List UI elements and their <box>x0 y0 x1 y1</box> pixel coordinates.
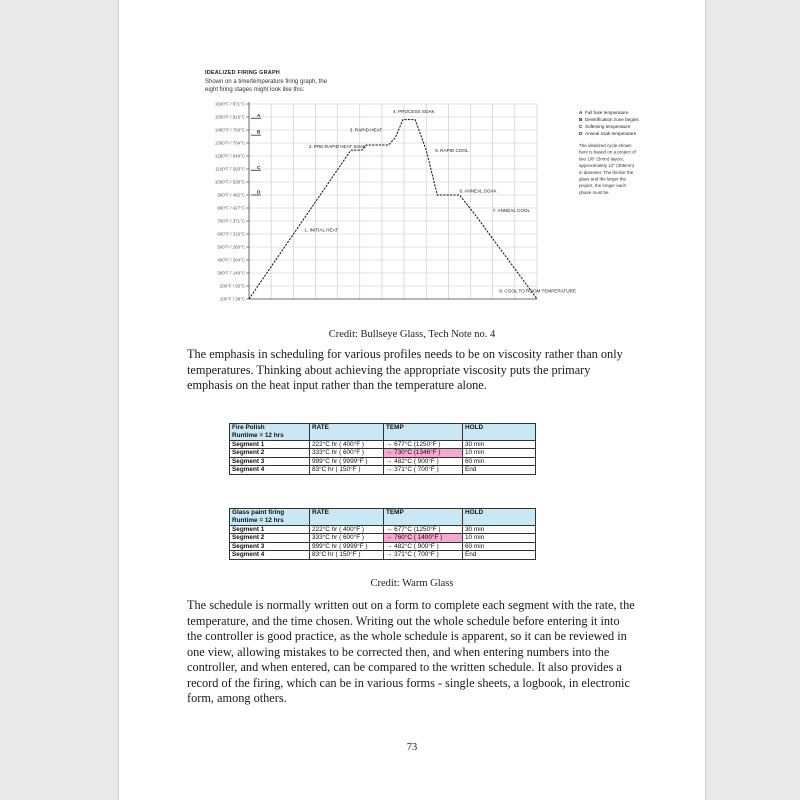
rate-header: RATE <box>310 509 384 526</box>
firing-graph <box>119 0 705 330</box>
temp-header: TEMP <box>384 424 463 441</box>
schedule-name: Glass paint firing <box>232 509 285 516</box>
temp-cell-highlighted: → 730°C (1346°F ) <box>384 449 463 457</box>
document-page <box>118 0 706 800</box>
y-tick-label: 1000°F / 538°C <box>214 179 245 185</box>
temp-cell: → 677°C (1250°F ) <box>384 526 463 534</box>
y-tick-label: 1600°F / 871°C <box>214 101 245 107</box>
y-tick-label: 1400°F / 760°C <box>214 127 245 133</box>
table-row <box>230 526 536 534</box>
rate-cell: 83°C hr ( 150°F ) <box>310 466 384 474</box>
marker-letter: A <box>257 113 261 119</box>
y-tick-label: 1300°F / 704°C <box>214 140 245 146</box>
y-tick-label: 1100°F / 593°C <box>215 166 245 172</box>
schedule-runtime: Runtime = 12 hrs <box>232 516 284 524</box>
temp-cell-highlighted: → 760°C ( 1400°F ) <box>384 534 463 542</box>
rate-cell: 999°C hr ( 9999°F ) <box>310 457 384 465</box>
segment-cell: Segment 3 <box>230 457 310 465</box>
table-row <box>230 466 536 474</box>
table-row <box>230 441 536 449</box>
tables-credit-caption: Credit: Warm Glass <box>370 578 454 589</box>
hold-cell: End <box>463 466 536 474</box>
table-row <box>230 534 536 542</box>
y-tick-label: 600°F / 316°C <box>217 231 245 237</box>
y-tick-label: 1200°F / 649°C <box>214 153 245 159</box>
y-tick-label: 700°F / 371°C <box>217 218 245 224</box>
stage-label: 5. RAPID COOL <box>435 148 469 154</box>
rate-cell: 83°C hr ( 150°F ) <box>310 551 384 559</box>
temp-header: TEMP <box>384 509 463 526</box>
marker-letter: D <box>257 190 261 196</box>
legend-letter: C <box>579 125 583 130</box>
hold-cell: 10 min <box>463 534 536 542</box>
hold-cell: End <box>463 551 536 559</box>
hold-cell: 60 min <box>463 542 536 550</box>
segment-cell: Segment 4 <box>230 466 310 474</box>
figure-note-line: glass and the larger the <box>579 176 627 182</box>
temp-cell: → 482°C ( 900°F ) <box>384 542 463 550</box>
temp-cell: → 371°C ( 700°F ) <box>384 466 463 474</box>
schedule-name: Fire Polish <box>232 424 265 431</box>
figure-note-line: two 1/8" (3mm) layers, <box>579 156 624 162</box>
stage-label: 7. ANNEAL COOL <box>492 207 531 213</box>
figure-note-line: project, the longer each <box>579 183 627 189</box>
figure-note-line: here is based on a project of <box>579 149 636 155</box>
table-row <box>230 551 536 559</box>
table-row <box>230 542 536 550</box>
stage-label: 1. INITIAL HEAT <box>304 227 339 233</box>
legend-text: Devitrification zone begins <box>585 117 639 122</box>
segment-cell: Segment 3 <box>230 542 310 550</box>
table-row <box>230 449 536 457</box>
stage-label: 4. PROCESS SOAK <box>393 109 435 115</box>
stage-label: 8. COOL TO ROOM TEMPERATURE <box>499 288 576 294</box>
legend-letter: D <box>579 132 583 137</box>
legend-letter: A <box>579 111 583 116</box>
rate-header: RATE <box>310 424 384 441</box>
marker-letter: B <box>257 130 261 136</box>
hold-header: HOLD <box>463 509 536 526</box>
rate-cell: 999°C hr ( 9999°F ) <box>310 542 384 550</box>
hold-cell: 30 min <box>463 441 536 449</box>
hold-header: HOLD <box>463 424 536 441</box>
hold-cell: 60 min <box>463 457 536 465</box>
marker-letter: C <box>257 165 261 171</box>
schedule-runtime: Runtime = 12 hrs <box>232 431 284 439</box>
table-header-row <box>230 424 536 441</box>
table-row <box>230 457 536 465</box>
stage-label: 2. PRE-RAPID HEAT SOAK <box>308 144 367 150</box>
paragraph-viscosity: The emphasis in scheduling for various profiles needs to be on viscosity rather than only temperatures. Thinking about achieving the appropriate viscosity puts the primary emphasis on the heat input rather than the temperature alone. <box>187 347 623 392</box>
figure-note-line: in diameter. The thicker the <box>579 169 634 175</box>
figure-note-line: approximately 12" (305mm) <box>579 163 635 169</box>
fire-polish-table <box>229 423 536 475</box>
rate-cell: 333°C hr ( 600°F ) <box>310 449 384 457</box>
stage-label: 3. RAPID HEAT <box>349 127 383 133</box>
y-tick-label: 1500°F / 816°C <box>214 114 245 120</box>
rate-cell: 222°C hr ( 400°F ) <box>310 441 384 449</box>
legend-text: Anneal soak temperature <box>585 131 637 136</box>
y-tick-label: 800°F / 427°C <box>217 205 245 211</box>
temp-cell: → 677°C (1250°F ) <box>384 441 463 449</box>
glass-paint-firing-table <box>229 508 536 560</box>
temp-cell: → 482°C ( 900°F ) <box>384 457 463 465</box>
legend-text: Full fuse temperature <box>585 110 629 115</box>
y-tick-label: 900°F / 482°C <box>217 192 245 198</box>
segment-cell: Segment 4 <box>230 551 310 559</box>
figure-title: IDEALIZED FIRING GRAPH <box>205 70 280 76</box>
legend-letter: B <box>579 118 583 123</box>
y-tick-label: 100°F / 38°C <box>219 296 245 302</box>
figure-note-line: The idealized cycle shown <box>579 143 632 148</box>
figure-note-line: phase must be. <box>579 189 610 195</box>
y-tick-label: 400°F / 204°C <box>217 257 245 263</box>
y-tick-label: 500°F / 260°C <box>217 244 245 250</box>
y-tick-label: 300°F / 149°C <box>217 270 245 276</box>
hold-cell: 10 min <box>463 449 536 457</box>
paragraph-schedule: The schedule is normally written out on a form to complete each segment with the rate, the temperature, and the time chosen. Writing out the whole schedule before entering it into the controller is good practice, as the whole schedule is apparent, so it can be reviewed in one view, allowing mistakes to be corrected then, and when entering numbers into the controller, and when entered, can be compared to the written schedule. It also provides a record of the firing, which can be in various forms - single sheets, a logbook, in electronic form, among others. <box>187 598 635 705</box>
rate-cell: 222°C hr ( 400°F ) <box>310 526 384 534</box>
segment-cell: Segment 2 <box>230 449 310 457</box>
table-header-row <box>230 509 536 526</box>
figure-subtitle: Shown on a time/temperature firing graph, the eight firing stages might look like this: <box>205 79 328 93</box>
rate-cell: 333°C hr ( 600°F ) <box>310 534 384 542</box>
y-tick-label: 200°F / 93°C <box>219 283 245 289</box>
hold-cell: 30 min <box>463 526 536 534</box>
temp-cell: → 371°C ( 700°F ) <box>384 551 463 559</box>
graph-credit-caption: Credit: Bullseye Glass, Tech Note no. 4 <box>328 329 496 340</box>
stage-label: 6. ANNEAL SOAK <box>459 188 497 194</box>
segment-cell: Segment 1 <box>230 526 310 534</box>
schedule-name-cell <box>230 424 310 441</box>
page-number: 73 <box>406 742 418 753</box>
schedule-name-cell <box>230 509 310 526</box>
segment-cell: Segment 1 <box>230 441 310 449</box>
segment-cell: Segment 2 <box>230 534 310 542</box>
legend-text: Softening temperature <box>585 124 631 129</box>
